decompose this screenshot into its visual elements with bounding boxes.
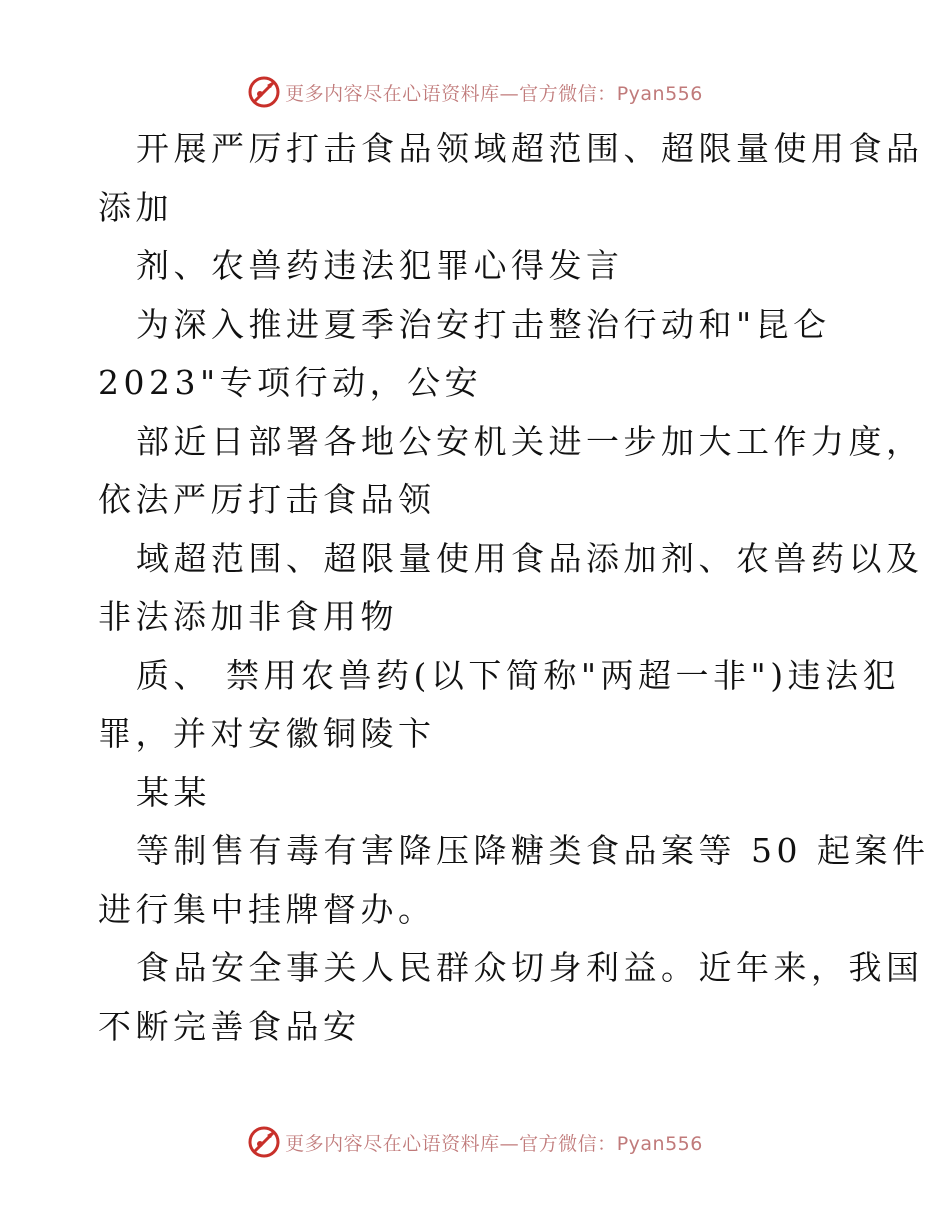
header-site-text: 更多内容尽在心语资料库 <box>285 82 500 105</box>
paragraph-5 <box>98 530 924 647</box>
header-wechat-label: 官方微信： <box>519 82 617 105</box>
paragraph-3-line-1: 为深入推进夏季治安打击整治行动和"昆仑 <box>136 304 831 344</box>
footer-dash: — <box>499 1132 520 1155</box>
paragraph-2 <box>98 237 858 296</box>
paragraph-6 <box>98 647 901 764</box>
footer-site-text: 更多内容尽在心语资料库 <box>285 1132 500 1155</box>
paragraph-4-line-1: 部近日部署各地公安机关进一步加大工作力度， <box>136 421 924 461</box>
paragraph-1-line-1: 开展严厉打击食品领域超范围、超限量使用食品 <box>136 129 924 168</box>
logo-icon <box>247 1125 281 1159</box>
paragraph-7 <box>98 764 858 823</box>
header-wechat-id: Pyan556 <box>616 82 703 105</box>
paragraph-8-line-1: 等制售有毒有害降压降糖类食品案等 50 起案件 <box>136 831 930 870</box>
paragraph-6-line-2: 罪，并对安徽铜陵卞 <box>98 714 436 753</box>
paragraph-8 <box>98 822 930 939</box>
paragraph-7-line-1: 某某 <box>136 772 211 812</box>
paragraph-5-line-1: 域超范围、超限量使用食品添加剂、农兽药以及 <box>136 538 924 578</box>
paragraph-9 <box>98 939 924 1056</box>
paragraph-4-line-2: 依法严厉打击食品领 <box>98 480 436 519</box>
document-body <box>98 120 930 1056</box>
paragraph-1-line-2: 添加 <box>98 187 173 227</box>
paragraph-2-line-1: 剂、农兽药违法犯罪心得发言 <box>136 246 624 285</box>
header-dash: — <box>499 82 520 105</box>
paragraph-4 <box>98 413 924 530</box>
paragraph-3 <box>98 296 858 413</box>
paragraph-9-line-2: 不断完善食品安 <box>98 1006 361 1046</box>
paragraph-8-line-2: 进行集中挂牌督办。 <box>98 889 436 929</box>
footer-watermark <box>0 1122 950 1162</box>
footer-wechat-label: 官方微信： <box>519 1132 617 1155</box>
header-watermark <box>0 72 950 112</box>
footer-wechat-id: Pyan556 <box>616 1132 703 1155</box>
paragraph-3-line-2: 2023"专项行动，公安 <box>98 363 483 402</box>
paragraph-6-line-1: 质、 禁用农兽药(以下简称"两超一非")违法犯 <box>136 655 901 695</box>
paragraph-9-line-1: 食品安全事关人民群众切身利益。近年来，我国 <box>136 948 924 987</box>
logo-icon <box>247 75 281 109</box>
paragraph-1 <box>98 120 924 237</box>
paragraph-5-line-2: 非法添加非食用物 <box>98 597 398 636</box>
